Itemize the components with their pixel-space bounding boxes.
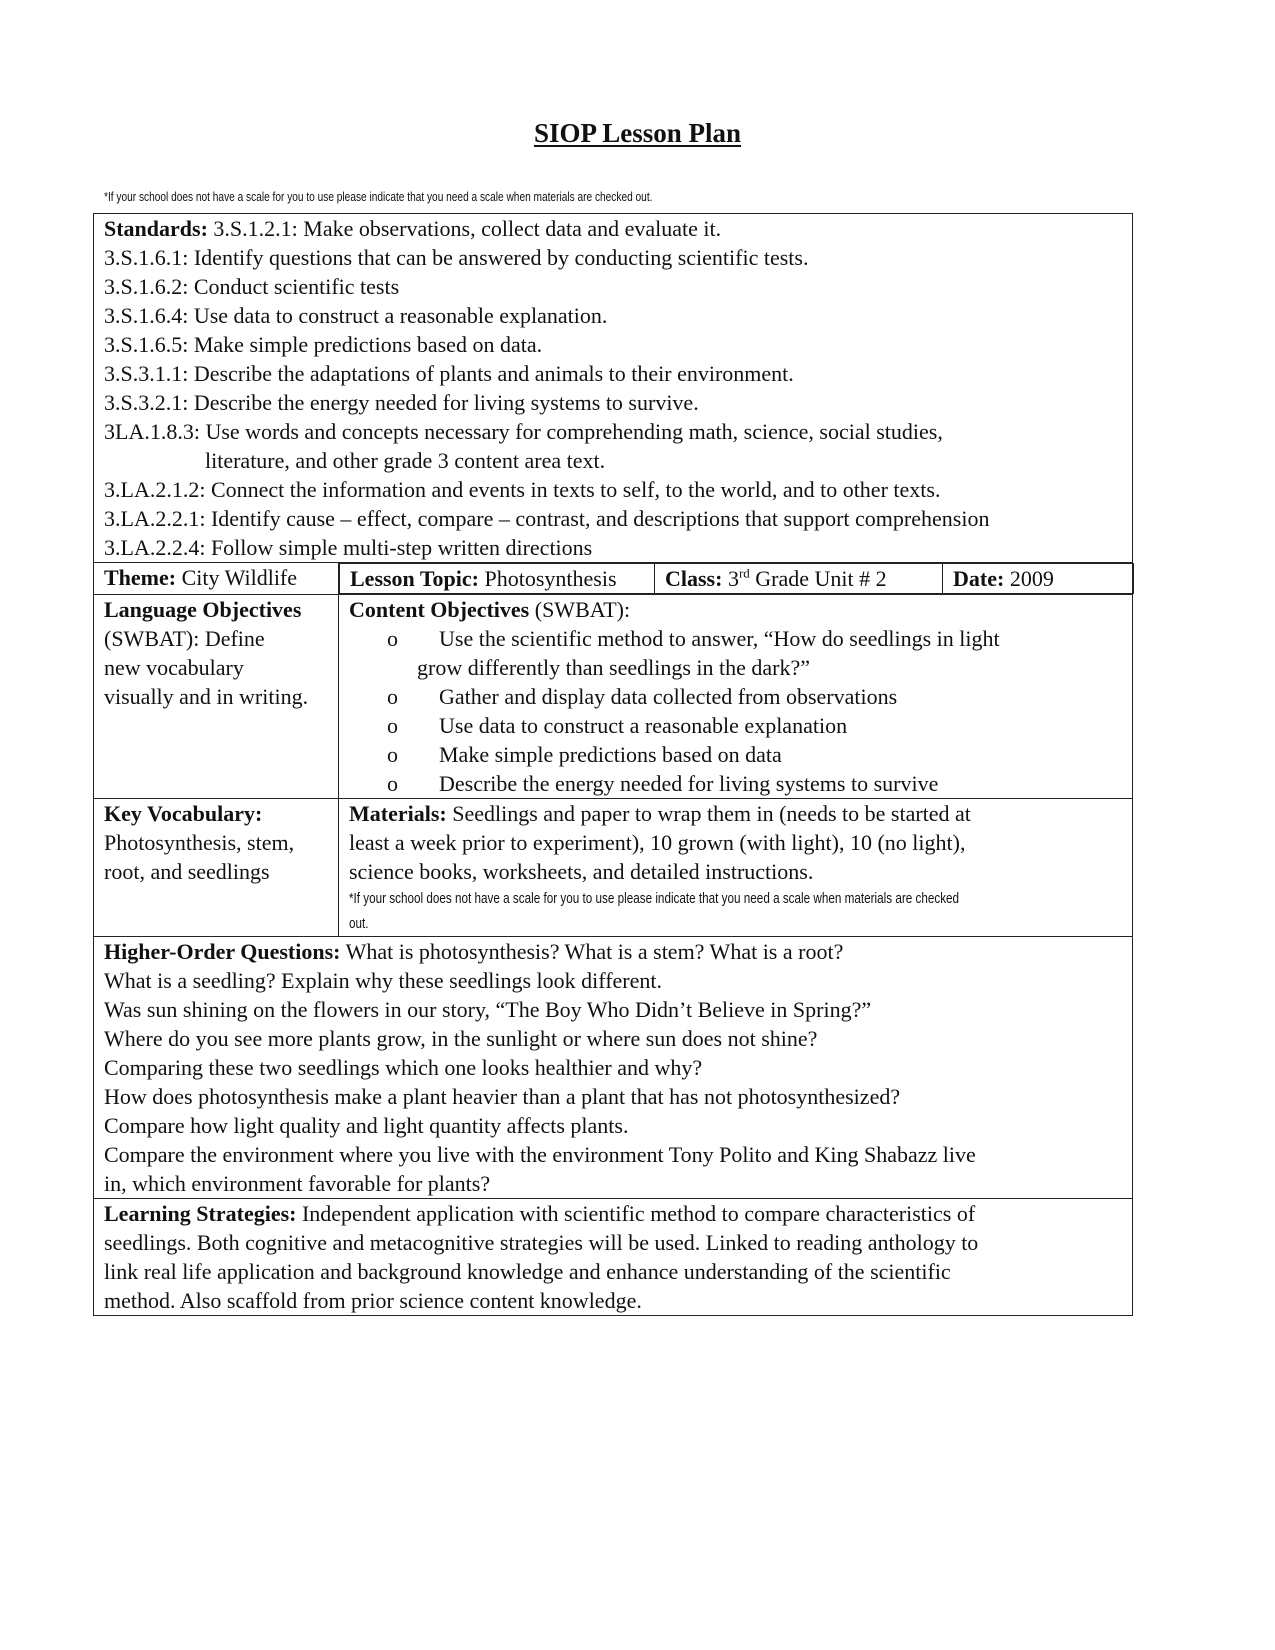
objective-item: o Use the scientific method to answer, “How do seedlings in light bbox=[349, 624, 1122, 653]
vocabulary-line: root, and seedlings bbox=[104, 859, 270, 884]
learning-strategies-line: Independent application with scientific method to compare characteristics of bbox=[296, 1201, 976, 1226]
date-info bbox=[943, 564, 1134, 594]
lesson-topic-label: Lesson Topic: bbox=[350, 566, 479, 591]
hoq-line: Compare how light quality and light quantity affects plants. bbox=[104, 1113, 629, 1138]
standard-line: 3.S.1.6.5: Make simple predictions based on data. bbox=[104, 332, 543, 357]
learning-strategies-cell bbox=[94, 1199, 1133, 1316]
theme-cell bbox=[94, 563, 339, 595]
language-objectives-cell bbox=[94, 595, 339, 799]
hoq-line: What is photosynthesis? What is a stem? What is a root? bbox=[340, 939, 844, 964]
hoq-line: What is a seedling? Explain why these seedlings look different. bbox=[104, 968, 663, 993]
language-objective-line: (SWBAT): Define bbox=[104, 626, 265, 651]
content-objectives-suffix: (SWBAT): bbox=[529, 597, 631, 622]
objectives-row bbox=[94, 595, 1133, 799]
hoq-line: Compare the environment where you live with the environment Tony Polito and King Shabazz live bbox=[104, 1142, 976, 1167]
vocabulary-line: Photosynthesis, stem, bbox=[104, 830, 295, 855]
hoq-line: in, which environment favorable for plants? bbox=[104, 1171, 491, 1196]
objective-item: o Gather and display data collected from observations bbox=[349, 682, 1122, 711]
standard-line: 3.S.3.1.1: Describe the adaptations of plants and animals to their environment. bbox=[104, 361, 794, 386]
scale-note: *If your school does not have a scale for you to use please indicate that you need a scale when materials are checked out. bbox=[104, 189, 653, 204]
class-grade-suffix: rd bbox=[738, 565, 750, 581]
standard-line: 3.LA.2.2.1: Identify cause – effect, compare – contrast, and descriptions that support comprehension bbox=[104, 506, 990, 531]
language-objective-line: new vocabulary bbox=[104, 655, 244, 680]
materials-cell bbox=[339, 799, 1133, 937]
standard-line: 3.LA.2.1.2: Connect the information and events in texts to self, to the world, and to other texts. bbox=[104, 477, 941, 502]
materials-line: science books, worksheets, and detailed instructions. bbox=[349, 859, 814, 884]
lesson-topic-value: Photosynthesis bbox=[479, 566, 617, 591]
topic-class-date-table bbox=[339, 563, 1134, 594]
content-objectives-label: Content Objectives bbox=[349, 597, 530, 622]
objective-item: o Make simple predictions based on data bbox=[349, 740, 1122, 769]
class-info bbox=[655, 564, 943, 594]
class-grade: 3 bbox=[722, 566, 739, 591]
standard-line: 3.S.1.6.1: Identify questions that can be answered by conducting scientific tests. bbox=[104, 245, 809, 270]
class-unit: Grade Unit # 2 bbox=[749, 566, 887, 591]
materials-line: Seedlings and paper to wrap them in (needs to be started at bbox=[446, 801, 971, 826]
learning-strategies-line: method. Also scaffold from prior science content knowledge. bbox=[104, 1288, 642, 1313]
materials-line: least a week prior to experiment), 10 grown (with light), 10 (no light), bbox=[349, 830, 966, 855]
objective-item: o Describe the energy needed for living systems to survive bbox=[349, 769, 1122, 798]
theme-row bbox=[94, 563, 1133, 595]
class-label: Class: bbox=[665, 566, 723, 591]
page-title: SIOP Lesson Plan bbox=[533, 118, 742, 148]
language-objective-line: visually and in writing. bbox=[104, 684, 309, 709]
standard-line: 3.S.3.2.1: Describe the energy needed for living systems to survive. bbox=[104, 390, 699, 415]
hoq-line: How does photosynthesis make a plant heavier than a plant that has not photosynthesized? bbox=[104, 1084, 901, 1109]
standards-row bbox=[94, 214, 1133, 563]
standard-line: 3.S.1.6.4: Use data to construct a reasonable explanation. bbox=[104, 303, 608, 328]
hoq-line: Was sun shining on the flowers in our story, “The Boy Who Didn’t Believe in Spring?” bbox=[104, 997, 872, 1022]
bullet-mark: o bbox=[387, 713, 398, 738]
materials-scale-note-continued: out. bbox=[349, 915, 369, 932]
bullet-mark: o bbox=[387, 742, 398, 767]
key-vocabulary-label: Key Vocabulary: bbox=[104, 801, 263, 826]
objective-item-continued: grow differently than seedlings in the dark?” bbox=[417, 655, 811, 680]
learning-strategies-row bbox=[94, 1199, 1133, 1316]
learning-strategies-label: Learning Strategies: bbox=[104, 1201, 297, 1226]
materials-label: Materials: bbox=[349, 801, 447, 826]
learning-strategies-line: seedlings. Both cognitive and metacognitive strategies will be used. Linked to reading anthology to bbox=[104, 1230, 979, 1255]
standard-line-continued: literature, and other grade 3 content area text. bbox=[205, 448, 606, 473]
theme-value: City Wildlife bbox=[176, 565, 298, 590]
standards-cell bbox=[94, 214, 1133, 563]
lesson-topic bbox=[340, 564, 655, 594]
learning-strategies-line: link real life application and background knowledge and enhance understanding of the scientific bbox=[104, 1259, 951, 1284]
topic-class-date-cell bbox=[339, 563, 1133, 595]
theme-label: Theme: bbox=[104, 565, 177, 590]
date-value: 2009 bbox=[1004, 566, 1054, 591]
lesson-plan-table bbox=[93, 213, 1133, 1316]
standards-label: Standards: bbox=[104, 216, 208, 241]
objective-item: o Use data to construct a reasonable explanation bbox=[349, 711, 1122, 740]
bullet-mark: o bbox=[387, 684, 398, 709]
date-label: Date: bbox=[953, 566, 1005, 591]
content-objectives-cell bbox=[339, 595, 1133, 799]
hoq-line: Comparing these two seedlings which one looks healthier and why? bbox=[104, 1055, 703, 1080]
vocabulary-materials-row bbox=[94, 799, 1133, 937]
bullet-mark: o bbox=[387, 626, 398, 651]
key-vocabulary-cell bbox=[94, 799, 339, 937]
standard-line: 3.LA.2.2.4: Follow simple multi-step written directions bbox=[104, 535, 593, 560]
hoq-line: Where do you see more plants grow, in the sunlight or where sun does not shine? bbox=[104, 1026, 818, 1051]
hoq-cell bbox=[94, 937, 1133, 1199]
standard-line: 3.S.1.2.1: Make observations, collect data and evaluate it. bbox=[213, 216, 722, 241]
language-objectives-label: Language Objectives bbox=[104, 597, 302, 622]
materials-scale-note: *If your school does not have a scale for you to use please indicate that you need a scale when materials are checked bbox=[349, 890, 960, 907]
bullet-mark: o bbox=[387, 771, 398, 796]
standard-line: 3.S.1.6.2: Conduct scientific tests bbox=[104, 274, 400, 299]
standard-line: 3LA.1.8.3: Use words and concepts necessary for comprehending math, science, social studies, bbox=[104, 419, 943, 444]
hoq-row bbox=[94, 937, 1133, 1199]
hoq-label: Higher-Order Questions: bbox=[104, 939, 341, 964]
